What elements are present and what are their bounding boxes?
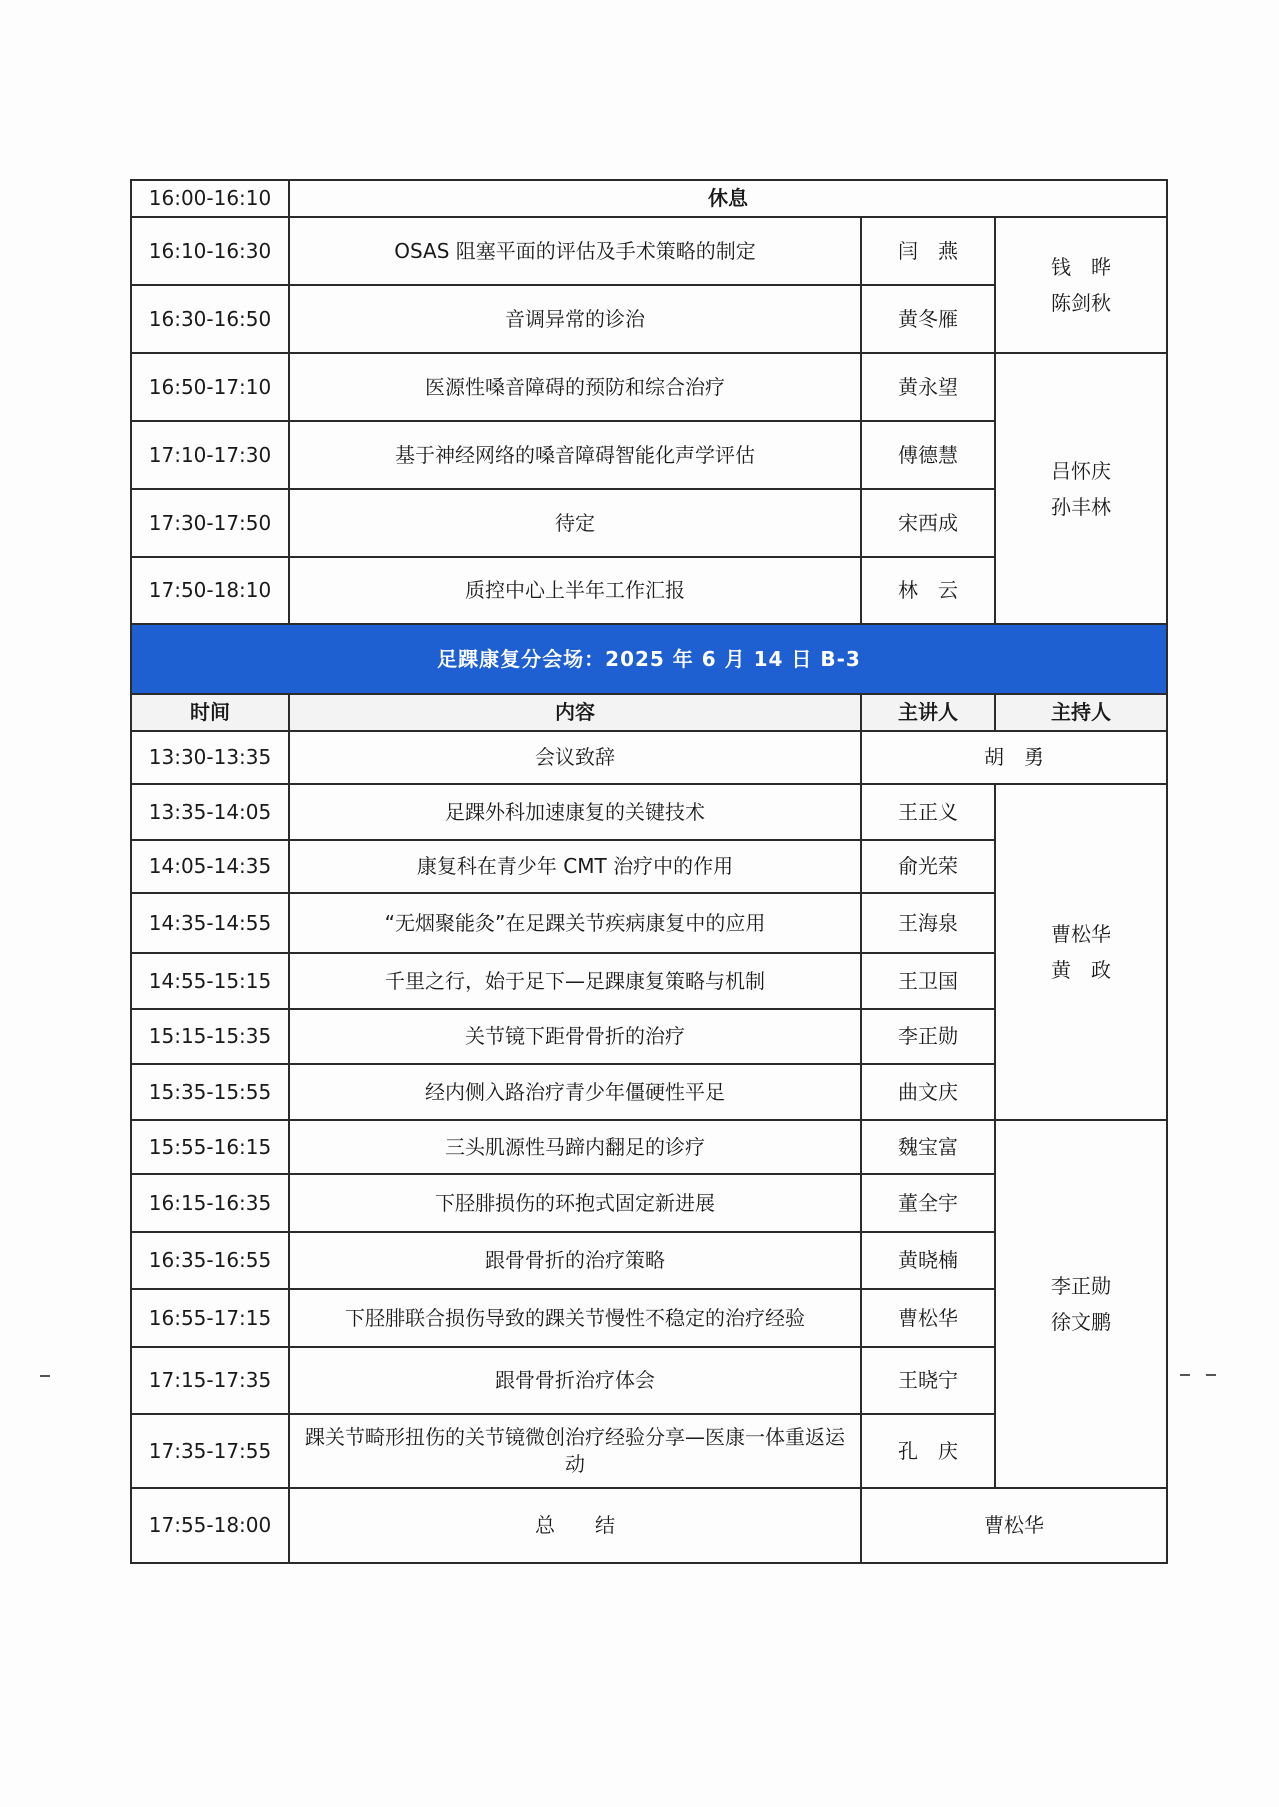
topic-cell: “无烟聚能灸”在足踝关节疾病康复中的应用 — [289, 893, 861, 953]
topic-cell: 三头肌源性马蹄内翻足的诊疗 — [289, 1120, 861, 1174]
host-cell — [995, 217, 1167, 353]
topic-cell: 跟骨骨折治疗体会 — [289, 1347, 861, 1414]
topic-cell: 音调异常的诊治 — [289, 285, 861, 353]
time-cell: 15:55-16:15 — [131, 1120, 289, 1174]
time-cell: 16:35-16:55 — [131, 1232, 289, 1289]
speaker-cell: 王海泉 — [861, 893, 995, 953]
host-name: 黄 政 — [1051, 958, 1111, 982]
topic-cell: OSAS 阻塞平面的评估及手术策略的制定 — [289, 217, 861, 285]
time-cell: 15:35-15:55 — [131, 1064, 289, 1120]
host-name: 李正勋 — [1051, 1274, 1111, 1298]
header-speaker: 主讲人 — [861, 694, 995, 731]
speaker-cell: 李正勋 — [861, 1009, 995, 1064]
topic-cell: 经内侧入路治疗青少年僵硬性平足 — [289, 1064, 861, 1120]
speaker-cell: 孔 庆 — [861, 1414, 995, 1488]
speaker-cell: 王正义 — [861, 784, 995, 840]
speaker-cell: 俞光荣 — [861, 840, 995, 893]
speaker-cell: 宋西成 — [861, 489, 995, 557]
speaker-cell: 闫 燕 — [861, 217, 995, 285]
topic-cell: 总 结 — [289, 1488, 861, 1563]
host-name: 孙丰林 — [1051, 494, 1111, 519]
break-label: 休息 — [289, 180, 1167, 217]
time-cell: 17:15-17:35 — [131, 1347, 289, 1414]
speaker-cell: 傅德慧 — [861, 421, 995, 489]
scan-speck — [1180, 1374, 1190, 1376]
time-cell: 14:05-14:35 — [131, 840, 289, 893]
topic-cell: 待定 — [289, 489, 861, 557]
speaker-cell: 曹松华 — [861, 1289, 995, 1347]
time-cell: 13:35-14:05 — [131, 784, 289, 840]
scan-speck — [1206, 1374, 1216, 1376]
topic-cell: 康复科在青少年 CMT 治疗中的作用 — [289, 840, 861, 893]
speaker-cell: 王晓宁 — [861, 1347, 995, 1414]
time-cell: 16:55-17:15 — [131, 1289, 289, 1347]
speaker-cell: 胡 勇 — [861, 731, 1167, 784]
time-cell: 14:35-14:55 — [131, 893, 289, 953]
topic-cell: 医源性嗓音障碍的预防和综合治疗 — [289, 353, 861, 421]
header-content: 内容 — [289, 694, 861, 731]
topic-cell: 足踝外科加速康复的关键技术 — [289, 784, 861, 840]
topic-cell: 下胫腓损伤的环抱式固定新进展 — [289, 1174, 861, 1232]
time-cell: 16:30-16:50 — [131, 285, 289, 353]
session-banner-row — [131, 624, 1167, 694]
table-row — [131, 731, 1167, 784]
time-cell: 14:55-15:15 — [131, 953, 289, 1009]
topic-cell: 关节镜下距骨骨折的治疗 — [289, 1009, 861, 1064]
scan-speck — [40, 1375, 50, 1377]
header-time: 时间 — [131, 694, 289, 731]
host-name: 吕怀庆 — [1051, 458, 1111, 483]
speaker-cell: 魏宝富 — [861, 1120, 995, 1174]
time-cell: 15:15-15:35 — [131, 1009, 289, 1064]
header-row — [131, 694, 1167, 731]
header-host: 主持人 — [995, 694, 1167, 731]
table-row — [131, 1120, 1167, 1174]
topic-cell: 踝关节畸形扭伤的关节镜微创治疗经验分享—医康一体重返运动 — [289, 1414, 861, 1488]
time-cell: 13:30-13:35 — [131, 731, 289, 784]
table-row — [131, 1488, 1167, 1563]
topic-cell: 质控中心上半年工作汇报 — [289, 557, 861, 624]
table-row — [131, 784, 1167, 840]
schedule-table — [130, 179, 1168, 1564]
topic-cell: 会议致辞 — [289, 731, 861, 784]
time-cell: 17:50-18:10 — [131, 557, 289, 624]
speaker-cell: 林 云 — [861, 557, 995, 624]
time-cell: 16:50-17:10 — [131, 353, 289, 421]
table-row — [131, 180, 1167, 217]
topic-cell: 基于神经网络的嗓音障碍智能化声学评估 — [289, 421, 861, 489]
speaker-cell: 曹松华 — [861, 1488, 1167, 1563]
session-banner: 足踝康复分会场：2025 年 6 月 14 日 B-3 — [131, 624, 1167, 694]
host-name: 徐文鹏 — [1051, 1310, 1111, 1334]
time-cell: 16:00-16:10 — [131, 180, 289, 217]
host-name: 钱 晔 — [1051, 255, 1111, 279]
topic-cell: 千里之行，始于足下—足踝康复策略与机制 — [289, 953, 861, 1009]
host-cell — [995, 1120, 1167, 1488]
table-row — [131, 217, 1167, 285]
topic-cell: 跟骨骨折的治疗策略 — [289, 1232, 861, 1289]
time-cell: 17:35-17:55 — [131, 1414, 289, 1488]
host-cell — [995, 784, 1167, 1120]
table-row — [131, 353, 1167, 421]
speaker-cell: 黄永望 — [861, 353, 995, 421]
time-cell: 17:10-17:30 — [131, 421, 289, 489]
topic-cell: 下胫腓联合损伤导致的踝关节慢性不稳定的治疗经验 — [289, 1289, 861, 1347]
speaker-cell: 董全宇 — [861, 1174, 995, 1232]
time-cell: 16:15-16:35 — [131, 1174, 289, 1232]
host-cell — [995, 353, 1167, 624]
speaker-cell: 曲文庆 — [861, 1064, 995, 1120]
speaker-cell: 黄冬雁 — [861, 285, 995, 353]
speaker-cell: 王卫国 — [861, 953, 995, 1009]
speaker-cell: 黄晓楠 — [861, 1232, 995, 1289]
host-name: 曹松华 — [1051, 922, 1111, 946]
time-cell: 17:55-18:00 — [131, 1488, 289, 1563]
host-name: 陈剑秋 — [1051, 291, 1111, 315]
time-cell: 16:10-16:30 — [131, 217, 289, 285]
time-cell: 17:30-17:50 — [131, 489, 289, 557]
